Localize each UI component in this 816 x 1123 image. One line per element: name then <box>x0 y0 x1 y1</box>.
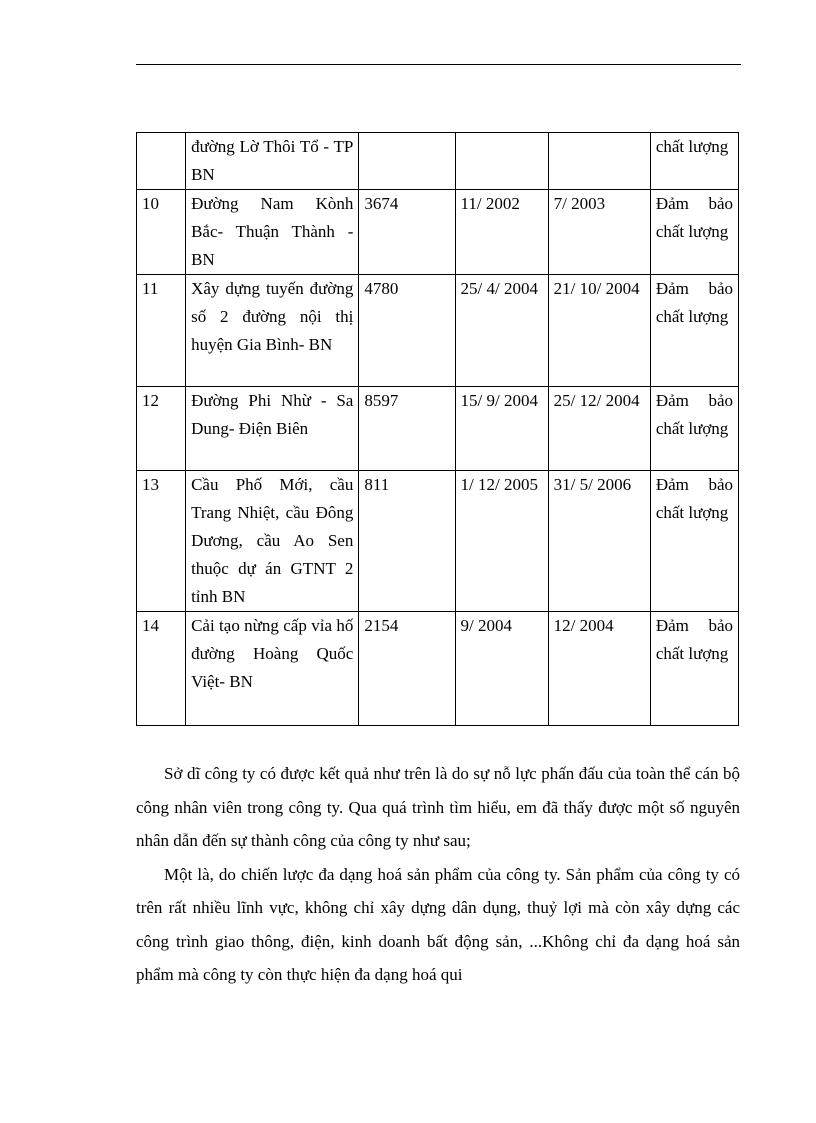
project-value <box>359 133 455 190</box>
start-date <box>455 133 548 190</box>
project-name: Xây dựng tuyến đường số 2 đường nội thị huyện Gia Bình- BN <box>186 275 359 387</box>
end-date: 7/ 2003 <box>548 190 650 275</box>
project-value: 4780 <box>359 275 455 387</box>
project-value: 811 <box>359 471 455 612</box>
row-number: 10 <box>137 190 186 275</box>
project-name: Cầu Phố Mới, cầu Trang Nhiệt, cầu Đông Dương, cầu Ao Sen thuộc dự án GTNT 2 tỉnh BN <box>186 471 359 612</box>
start-date: 15/ 9/ 2004 <box>455 387 548 471</box>
row-number: 13 <box>137 471 186 612</box>
end-date: 25/ 12/ 2004 <box>548 387 650 471</box>
quality-status: Đảm bảo chất lượng <box>650 275 738 387</box>
table-row <box>137 387 739 471</box>
end-date <box>548 133 650 190</box>
paragraph: Một là, do chiến lược đa dạng hoá sản phẩm của công ty. Sản phẩm của công ty có trên rất nhiều lĩnh vực, không chỉ xây dựng dân dụng, thuỷ lợi mà còn xây dựng các công trình giao thông, điện, kinh doanh bất động sản, ...Không chỉ đa dạng hoá sản phẩm mà công ty còn thực hiện đa dạng hoá qui <box>136 864 740 984</box>
body-text <box>136 757 740 992</box>
project-value: 3674 <box>359 190 455 275</box>
start-date: 25/ 4/ 2004 <box>455 275 548 387</box>
start-date: 11/ 2002 <box>455 190 548 275</box>
project-value: 2154 <box>359 612 455 726</box>
quality-status: chất lượng <box>650 133 738 190</box>
project-name: Đường Phi Nhừ - Sa Dung- Điện Biên <box>186 387 359 471</box>
table-row <box>137 275 739 387</box>
start-date: 1/ 12/ 2005 <box>455 471 548 612</box>
table-row <box>137 190 739 275</box>
row-number: 11 <box>137 275 186 387</box>
project-name: đường Lờ Thôi Tổ - TP BN <box>186 133 359 190</box>
table-row <box>137 133 739 190</box>
quality-status: Đảm bảo chất lượng <box>650 190 738 275</box>
row-number: 12 <box>137 387 186 471</box>
header-rule <box>136 64 741 65</box>
quality-status: Đảm bảo chất lượng <box>650 612 738 726</box>
project-value: 8597 <box>359 387 455 471</box>
table-row <box>137 612 739 726</box>
paragraph: Sở dĩ công ty có được kết quả như trên là do sự nỗ lực phấn đấu của toàn thể cán bộ công nhân viên trong công ty. Qua quá trình tìm hiểu, em đã thấy được một số nguyên nhân dẫn đến sự thành công của công ty như sau; <box>136 764 740 850</box>
row-number <box>137 133 186 190</box>
project-name: Đường Nam Kònh Bắc- Thuận Thành - BN <box>186 190 359 275</box>
row-number: 14 <box>137 612 186 726</box>
quality-status: Đảm bảo chất lượng <box>650 387 738 471</box>
end-date: 12/ 2004 <box>548 612 650 726</box>
start-date: 9/ 2004 <box>455 612 548 726</box>
end-date: 21/ 10/ 2004 <box>548 275 650 387</box>
project-name: Cải tạo nừng cấp vỉa hố đường Hoàng Quốc Việt- BN <box>186 612 359 726</box>
projects-table <box>136 132 739 726</box>
table-row <box>137 471 739 612</box>
end-date: 31/ 5/ 2006 <box>548 471 650 612</box>
quality-status: Đảm bảo chất lượng <box>650 471 738 612</box>
